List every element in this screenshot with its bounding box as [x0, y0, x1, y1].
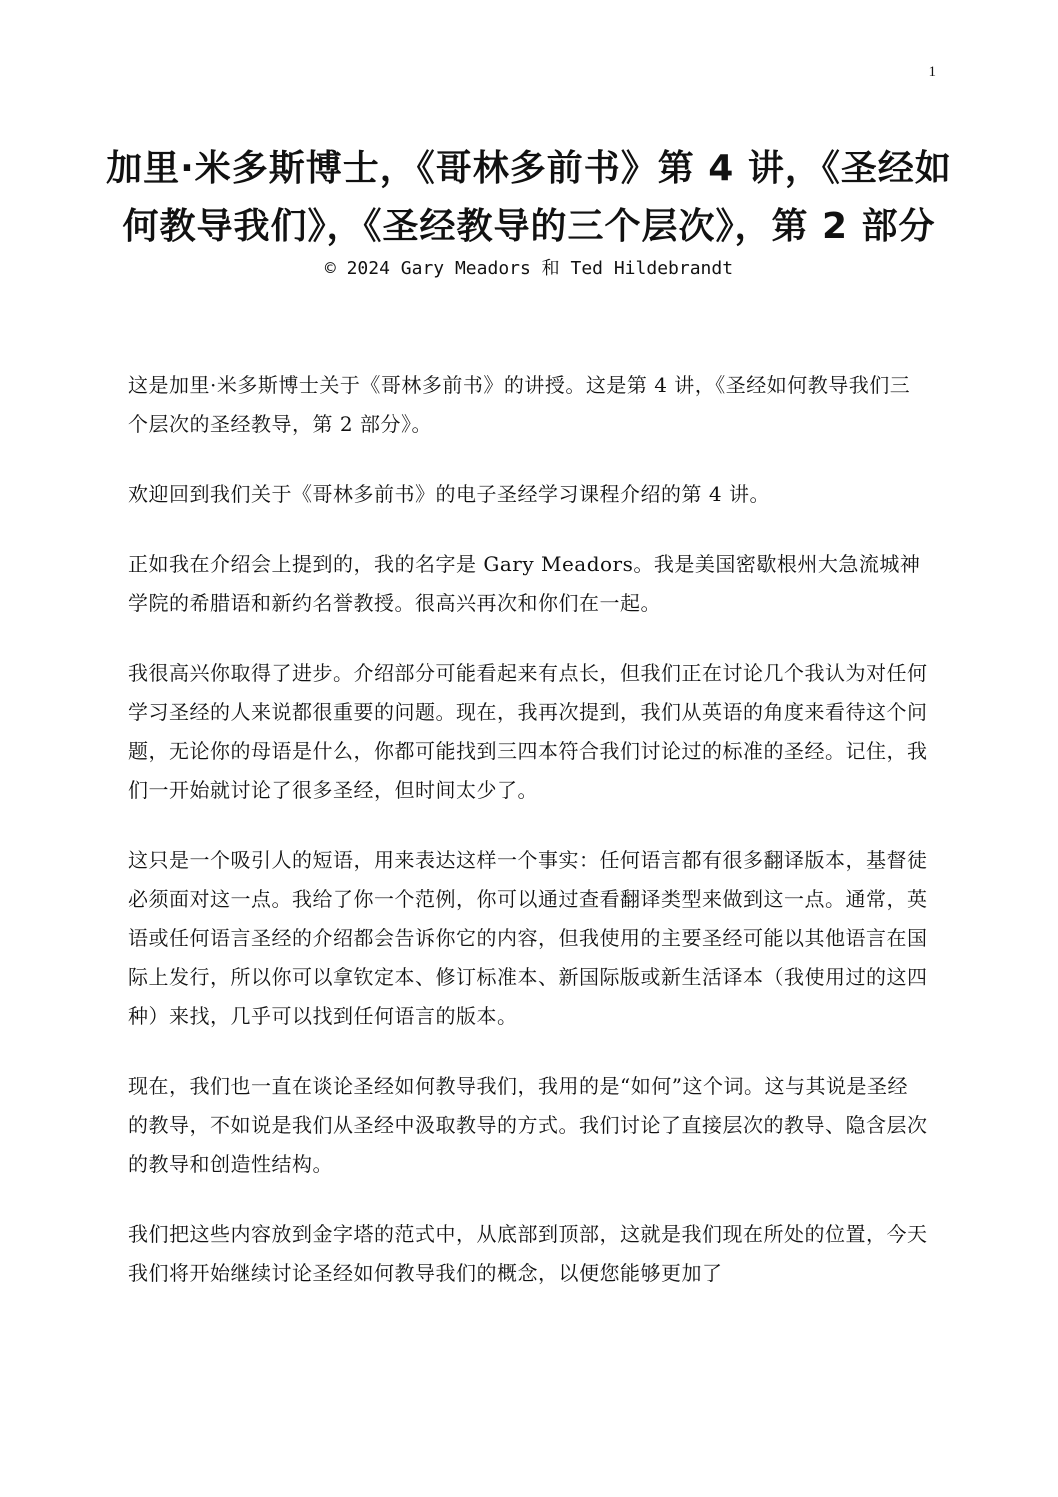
body-text [128, 366, 928, 1324]
paragraph-6: 现在，我们也一直在谈论圣经如何教导我们，我用的是“如何”这个词。这与其说是圣经的教导，不如说是我们从圣经中汲取教导的方式。我们讨论了直接层次的教导、隐含层次的教导和创造性结构。 [128, 1074, 928, 1176]
paragraph-3: 正如我在介绍会上提到的，我的名字是 Gary Meadors。我是美国密歇根州大急流城神学院的希腊语和新约名誉教授。很高兴再次和你们在一起。 [128, 552, 921, 615]
paragraph-7: 我们把这些内容放到金字塔的范式中，从底部到顶部，这就是我们现在所处的位置，今天我们将开始继续讨论圣经如何教导我们的概念，以便您能够更加了 [128, 1222, 928, 1285]
paragraph-2: 欢迎回到我们关于《哥林多前书》的电子圣经学习课程介绍的第 4 讲。 [128, 482, 770, 506]
paragraph-1: 这是加里·米多斯博士关于《哥林多前书》的讲授。这是第 4 讲，《圣经如何教导我们三个层次的圣经教导，第 2 部分》。 [128, 373, 911, 436]
paragraph-4: 我很高兴你取得了进步。介绍部分可能看起来有点长，但我们正在讨论几个我认为对任何学习圣经的人来说都很重要的问题。现在，我再次提到，我们从英语的角度来看待这个问题，无论你的母语是什么，你都可能找到三四本符合我们讨论过的标准的圣经。记住，我们一开始就讨论了很多圣经，但时间太少了。 [128, 661, 928, 802]
title-block [100, 140, 958, 282]
paragraph-5: 这只是一个吸引人的短语，用来表达这样一个事实：任何语言都有很多翻译版本，基督徒必须面对这一点。我给了你一个范例，你可以通过查看翻译类型来做到这一点。通常，英语或任何语言圣经的介绍都会告诉你它的内容，但我使用的主要圣经可能以其他语言在国际上发行，所以你可以拿钦定本、修订标准本、新国际版或新生活译本（我使用过的这四种）来找，几乎可以找到任何语言的版本。 [128, 848, 928, 1028]
copyright-line: © 2024 Gary Meadors 和 Ted Hildebrandt [324, 258, 734, 279]
page-number: 1 [928, 64, 936, 80]
document-title: 加里·米多斯博士，《哥林多前书》第 4 讲，《圣经如何教导我们》，《圣经教导的三个层次》，第 2 部分 [106, 148, 952, 247]
